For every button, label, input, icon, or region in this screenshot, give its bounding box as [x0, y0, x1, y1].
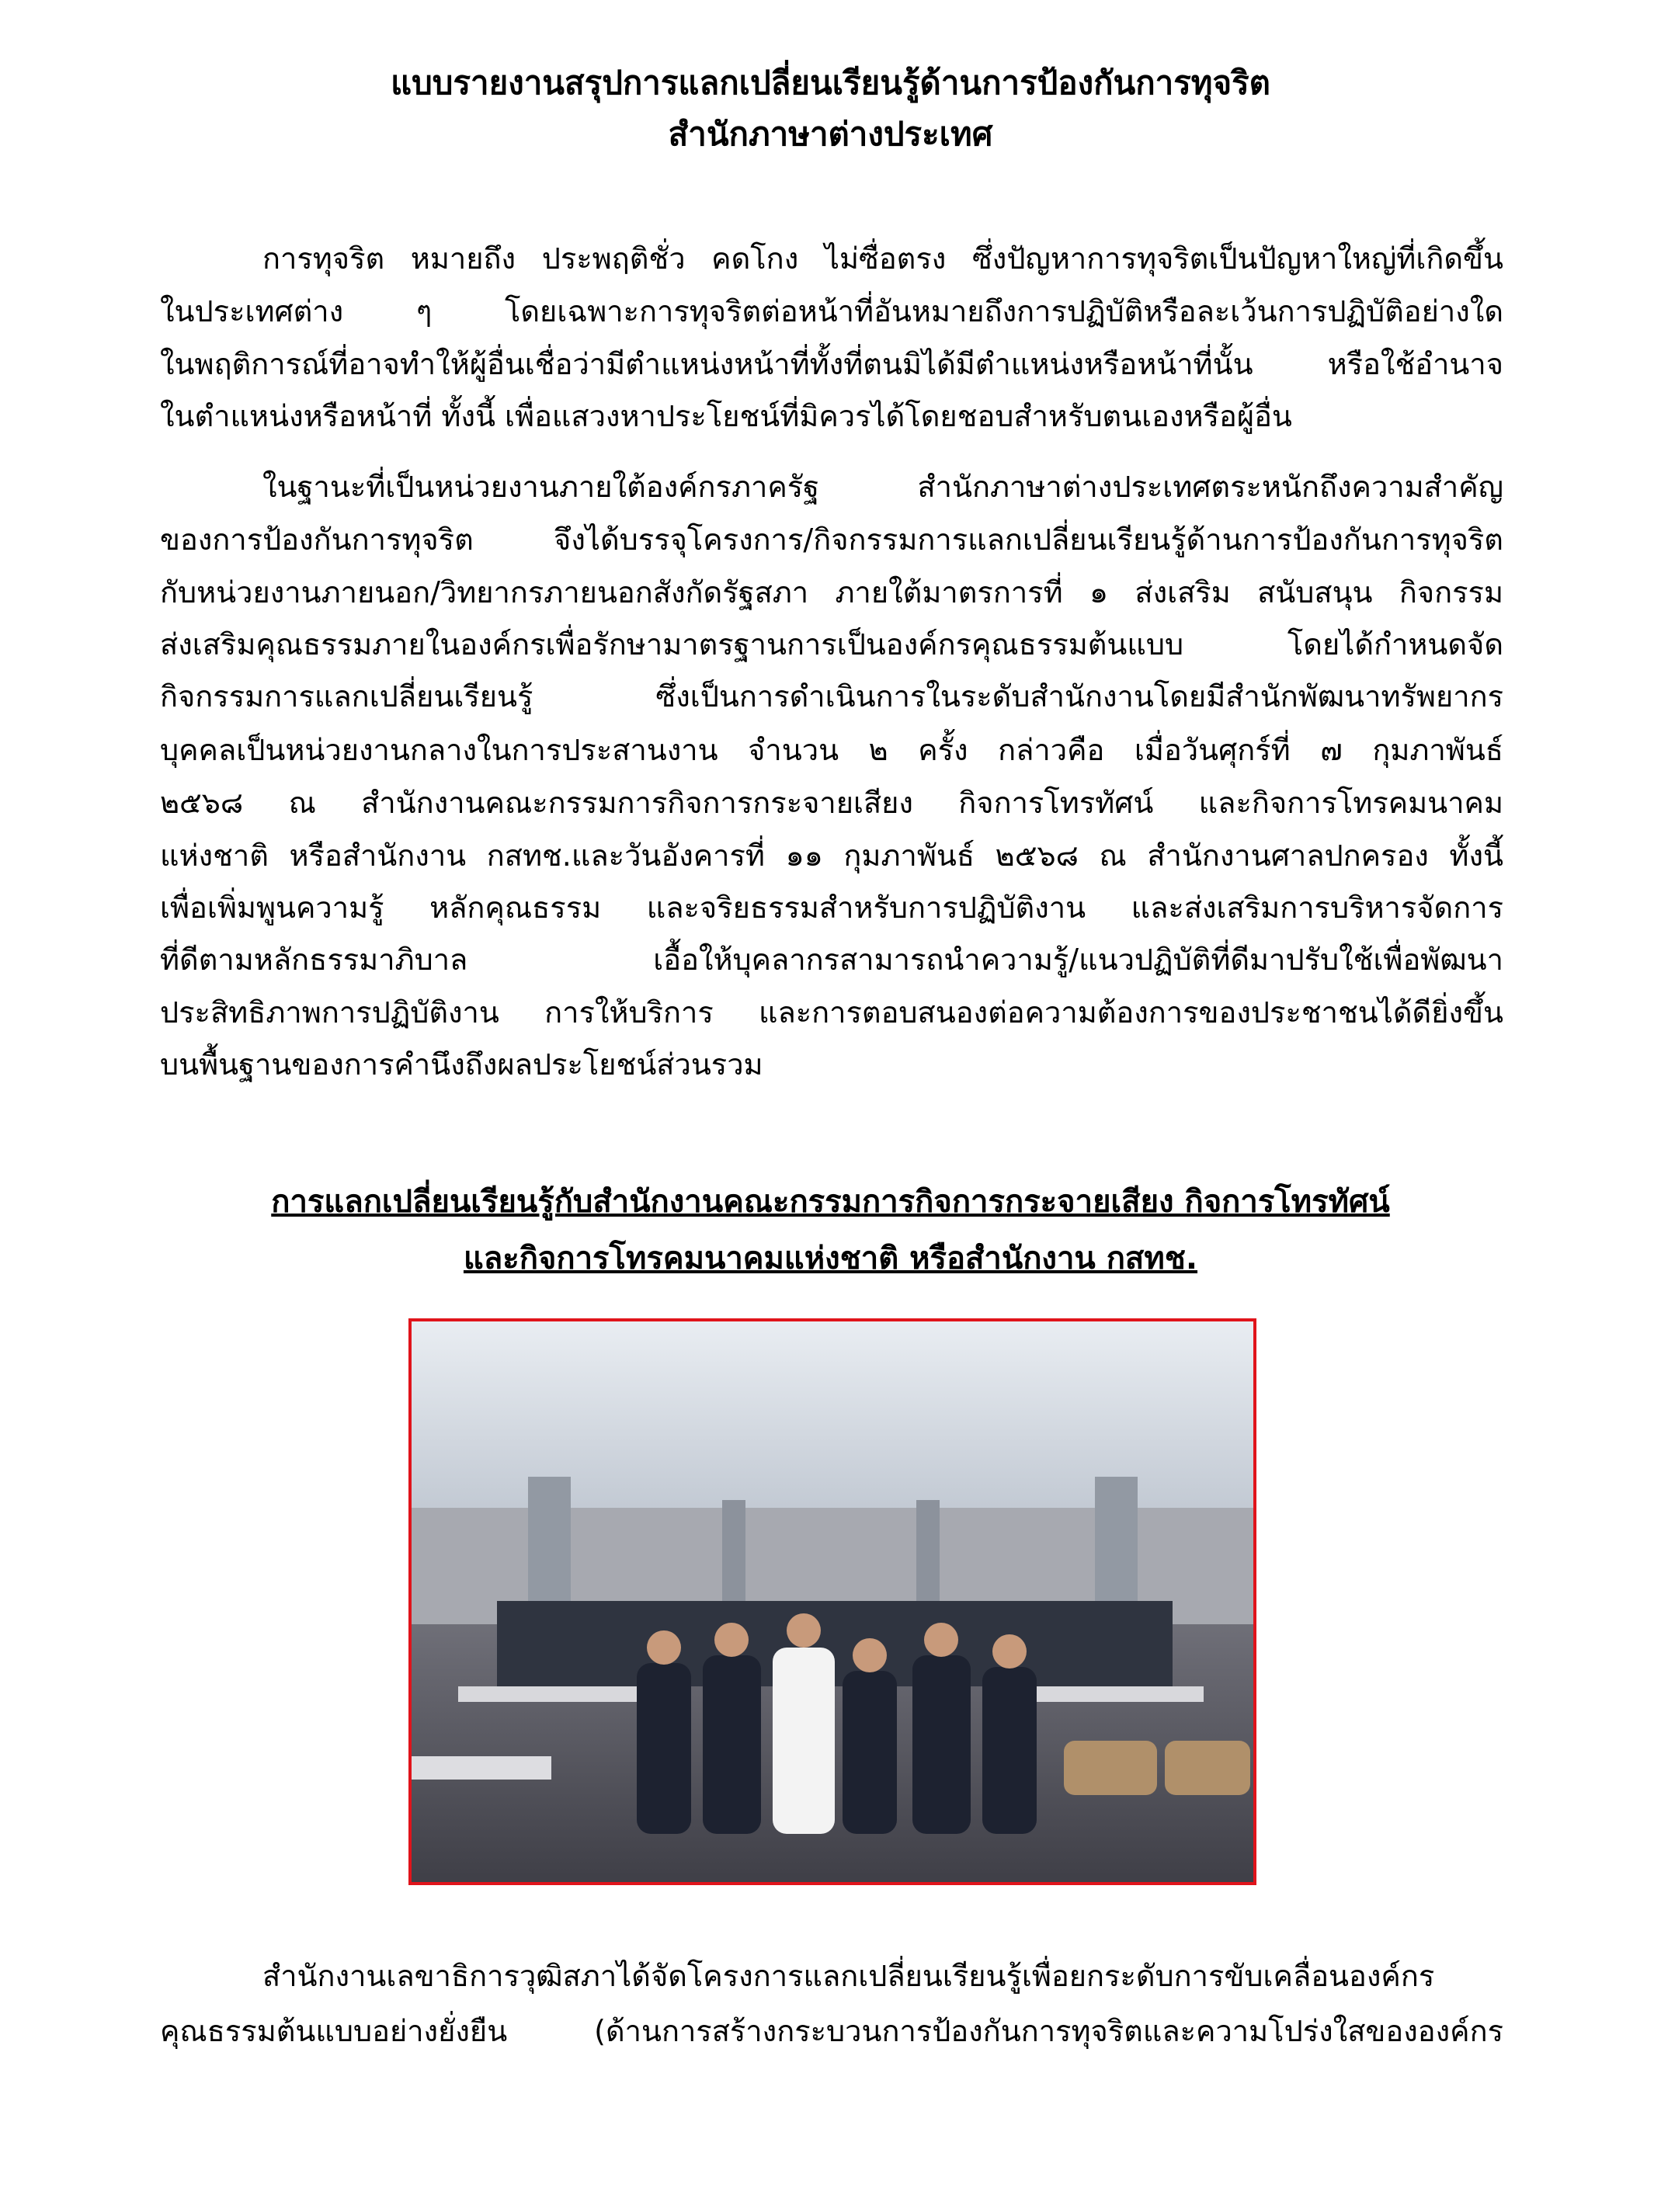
group-photo-illustration — [412, 1321, 1253, 1882]
paragraph2-line: แห่งชาติ หรือสำนักงาน กสทช.และวันอังคารที่ ๑๑ กุมภาพันธ์ ๒๕๖๘ ณ สำนักงานศาลปกครอง ทั้งนี้ — [160, 839, 1503, 873]
paragraph2-line: บนพื้นฐานของการคำนึงถึงผลประโยชน์ส่วนรวม — [160, 1047, 763, 1082]
paragraph2-line: ในฐานะที่เป็นหน่วยงานภายใต้องค์กรภาครัฐ สำนักภาษาต่างประเทศตระหนักถึงความสำคัญ — [262, 470, 1503, 504]
paragraph1-line: ในประเทศต่าง ๆ โดยเฉพาะการทุจริตต่อหน้าที่อันหมายถึงการปฏิบัติหรือละเว้นการปฏิบัติอย่างใด — [160, 294, 1503, 328]
section-heading: การแลกเปลี่ยนเรียนรู้กับสำนักงานคณะกรรมการกิจการกระจายเสียง กิจการโทรทัศน์ — [271, 1184, 1390, 1220]
paragraph2-line: เพื่อเพิ่มพูนความรู้ หลักคุณธรรม และจริยธรรมสำหรับการปฏิบัติงาน และส่งเสริมการบริหารจัดการ — [160, 891, 1503, 925]
group-photo — [408, 1318, 1256, 1885]
paragraph2-line: ประสิทธิภาพการปฏิบัติงาน การให้บริการ และการตอบสนองต่อความต้องการของประชาชนได้ดียิ่งขึ้น — [160, 995, 1503, 1030]
paragraph2-line: ๒๕๖๘ ณ สำนักงานคณะกรรมการกิจการกระจายเสียง กิจการโทรทัศน์ และกิจการโทรคมนาคม — [160, 786, 1503, 820]
paragraph2-line: บุคคลเป็นหน่วยงานกลางในการประสานงาน จำนวน ๒ ครั้ง กล่าวคือ เมื่อวันศุกร์ที่ ๗ กุมภาพันธ์ — [160, 733, 1503, 767]
paragraph2-line: ที่ดีตามหลักธรรมาภิบาล เอื้อให้บุคลากรสามารถนำความรู้/แนวปฏิบัติที่ดีมาปรับใช้เพื่อพัฒนา — [160, 943, 1503, 977]
report-title: แบบรายงานสรุปการแลกเปลี่ยนเรียนรู้ด้านการป้องกันการทุจริต — [391, 64, 1270, 102]
section-heading: และกิจการโทรคมนาคมแห่งชาติ หรือสำนักงาน กสทช. — [463, 1241, 1198, 1276]
paragraph2-line: ของการป้องกันการทุจริต จึงได้บรรจุโครงการ/กิจกรรมการแลกเปลี่ยนเรียนรู้ด้านการป้องกันการทุจริต — [160, 523, 1503, 557]
paragraph2-line: กิจกรรมการแลกเปลี่ยนเรียนรู้ ซึ่งเป็นการดำเนินการในระดับสำนักงานโดยมีสำนักพัฒนาทรัพยากร — [160, 679, 1503, 714]
paragraph3-line: คุณธรรมต้นแบบอย่างยั่งยืน (ด้านการสร้างกระบวนการป้องกันการทุจริตและความโปร่งใสขององค์กร — [160, 2014, 1503, 2048]
paragraph1-line: การทุจริต หมายถึง ประพฤติชั่ว คดโกง ไม่ซื่อตรง ซึ่งปัญหาการทุจริตเป็นปัญหาใหญ่ที่เกิดขึ้น — [262, 241, 1503, 276]
paragraph3-line: สำนักงานเลขาธิการวุฒิสภาได้จัดโครงการแลกเปลี่ยนเรียนรู้เพื่อยกระดับการขับเคลื่อนองค์กร — [262, 1959, 1435, 1993]
report-subtitle: สำนักภาษาต่างประเทศ — [668, 115, 993, 153]
paragraph2-line: กับหน่วยงานภายนอก/วิทยากรภายนอกสังกัดรัฐสภา ภายใต้มาตรการที่ ๑ ส่งเสริม สนับสนุน กิจกรรม — [160, 575, 1503, 609]
paragraph2-line: ส่งเสริมคุณธรรมภายในองค์กรเพื่อรักษามาตรฐานการเป็นองค์กรคุณธรรมต้นแบบ โดยได้กำหนดจัด — [160, 627, 1503, 662]
paragraph1-line: ในตำแหน่งหรือหน้าที่ ทั้งนี้ เพื่อแสวงหาประโยชน์ที่มิควรได้โดยชอบสำหรับตนเองหรือผู้อื่น — [160, 399, 1292, 433]
paragraph1-line: ในพฤติการณ์ที่อาจทำให้ผู้อื่นเชื่อว่ามีตำแหน่งหน้าที่ทั้งที่ตนมิได้มีตำแหน่งหรือหน้าที่นั้น หรือใช้อำนาจ — [160, 347, 1503, 381]
